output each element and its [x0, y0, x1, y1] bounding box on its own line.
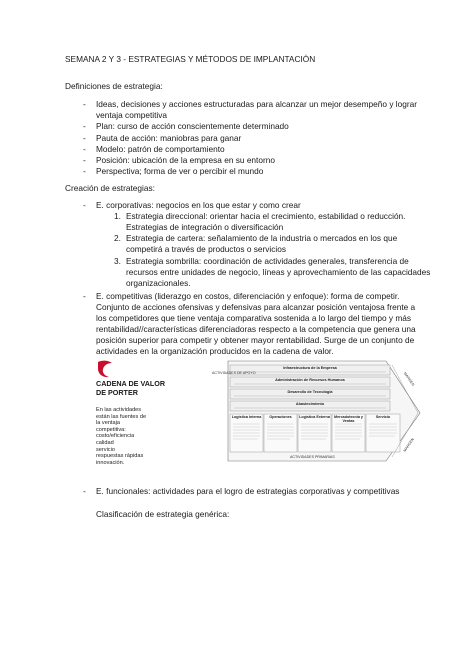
competitivas-line-2: Conjunto de acciones ofensivas y defensivas para alcanzar posición ventajosa frente a [96, 302, 416, 312]
competitivas-line-6: actividades en la organización producidos en la cadena de valor. [96, 346, 334, 356]
support-recursos-humanos: Administración de Recursos Humanos [275, 377, 345, 382]
competitivas-line-1: E. competitivas (liderazgo en costos, diferenciación y enfoque): forma de competir. [96, 291, 400, 301]
margen-label-bottom: MARGEN [402, 437, 415, 453]
figure-note-line: servicio [96, 446, 115, 453]
figure-note-line: respuestas rápidas [96, 453, 144, 460]
definicion-item-1-line-2: ventaja competitiva [96, 110, 168, 120]
definicion-item-3: Pauta de acción: maniobras para ganar [96, 133, 242, 143]
numbered-1-line-2: Estrategias de integración o diversificación [126, 222, 284, 232]
numbered-1-line-1: Estrategia direccional: orientar hacia el crecimiento, estabilidad o reducción. [126, 211, 406, 221]
numbered-3-line-2: recursos entre unidades de negocio, líneas y aprovechamiento de las capacidades [126, 267, 431, 277]
creacion-title: Creación de estrategias: [65, 183, 155, 193]
bullet-dash: - [83, 200, 86, 210]
support-infraestructura: Infraestructura de la Empresa [283, 365, 337, 370]
definicion-item-4: Modelo: patrón de comportamiento [96, 144, 225, 154]
competitivas-line-4: rentabilidad//características diferenciadoras respecto a la competencia que genera una [96, 324, 416, 334]
numbered-2-num: 2. [114, 233, 121, 243]
support-abastecimiento: Abastecimiento [295, 401, 325, 406]
funcionales-text: E. funcionales: actividades para el logro de estrategias corporativas y competitivas [96, 486, 400, 496]
definicion-item-1-line-1: Ideas, decisiones y acciones estructuradas para alcanzar un mejor desempeño y lograr [96, 99, 417, 109]
value-chain-figure [90, 357, 430, 467]
definiciones-title: Definiciones de estrategia: [65, 81, 163, 91]
figure-note-line: costo/eficiencia [96, 433, 135, 440]
actividades-apoyo-label: ACTIVIDADES DE APOYO [212, 371, 256, 375]
primary-logistica-interna: Logística Interna [231, 415, 262, 419]
figure-note-line: competitiva: [96, 426, 126, 433]
bullet-dash: - [83, 291, 86, 301]
figure-note-line: la ventaja [96, 420, 120, 427]
numbered-3-line-3: organizacionales. [126, 278, 191, 288]
numbered-3-line-1: Estrategia sombrilla: coordinación de actividades generales, transferencia de [126, 256, 409, 266]
numbered-1-num: 1. [114, 211, 121, 221]
definicion-item-5: Posición: ubicación de la empresa en su entorno [96, 155, 275, 165]
bullet-dash: - [83, 486, 86, 496]
actividades-primarias-label: ACTIVIDADES PRIMARIAS [290, 455, 335, 459]
logo-icon [96, 359, 114, 379]
figure-note-line: En las actividades [96, 407, 142, 413]
bullet-dash: - [83, 166, 86, 176]
figure-caption-panel [90, 357, 178, 467]
primary-operaciones: Operaciones [269, 415, 292, 419]
corporativas-text: E. corporativas: negocios en los que estar y como crear [96, 200, 301, 210]
value-chain-diagram [180, 357, 430, 467]
margen-label-top: MARGEN [402, 371, 416, 387]
competitivas-line-3: los competidores que tiene ventaja comparativa sostenida a lo largo del tiempo y más [96, 313, 411, 323]
bullet-dash: - [83, 144, 86, 154]
numbered-2-line-2: competirá a través de productos o servicios [126, 244, 287, 254]
clasificacion-title: Clasificación de estrategia genérica: [96, 509, 230, 519]
primary-mercadotecnia-ventas: Mercadotecnia y Ventas [334, 415, 363, 424]
support-tecnologia: Desarrollo de Tecnología [287, 389, 333, 394]
numbered-2-line-1: Estrategia de cartera: señalamiento de la industria o mercados en los que [126, 233, 398, 243]
primary-servicio: Servicio [375, 415, 391, 419]
primary-logistica-externa: Logística Externa [299, 415, 330, 419]
figure-note-line: calidad [96, 440, 114, 446]
figure-note-line: están las fuentes de [96, 413, 147, 420]
bullet-dash: - [83, 133, 86, 143]
figure-note-line: innovación. [96, 459, 125, 466]
bullet-dash: - [83, 99, 86, 109]
bullet-dash: - [83, 121, 86, 131]
numbered-3-num: 3. [114, 256, 121, 266]
page-heading: SEMANA 2 Y 3 - ESTRATEGIAS Y MÉTODOS DE IMPLANTACIÓN [65, 54, 316, 64]
definicion-item-2: Plan: curso de acción conscientemente determinado [96, 121, 289, 131]
cadena-title: CADENA DE VALOR DE PORTER [96, 379, 166, 397]
definicion-item-6: Perspectiva; forma de ver o percibir el mundo [96, 166, 264, 176]
bullet-dash: - [83, 155, 86, 165]
competitivas-line-5: posición superior para competir y obtener mayor rentabilidad. Surge de un conjunto de [96, 335, 415, 345]
